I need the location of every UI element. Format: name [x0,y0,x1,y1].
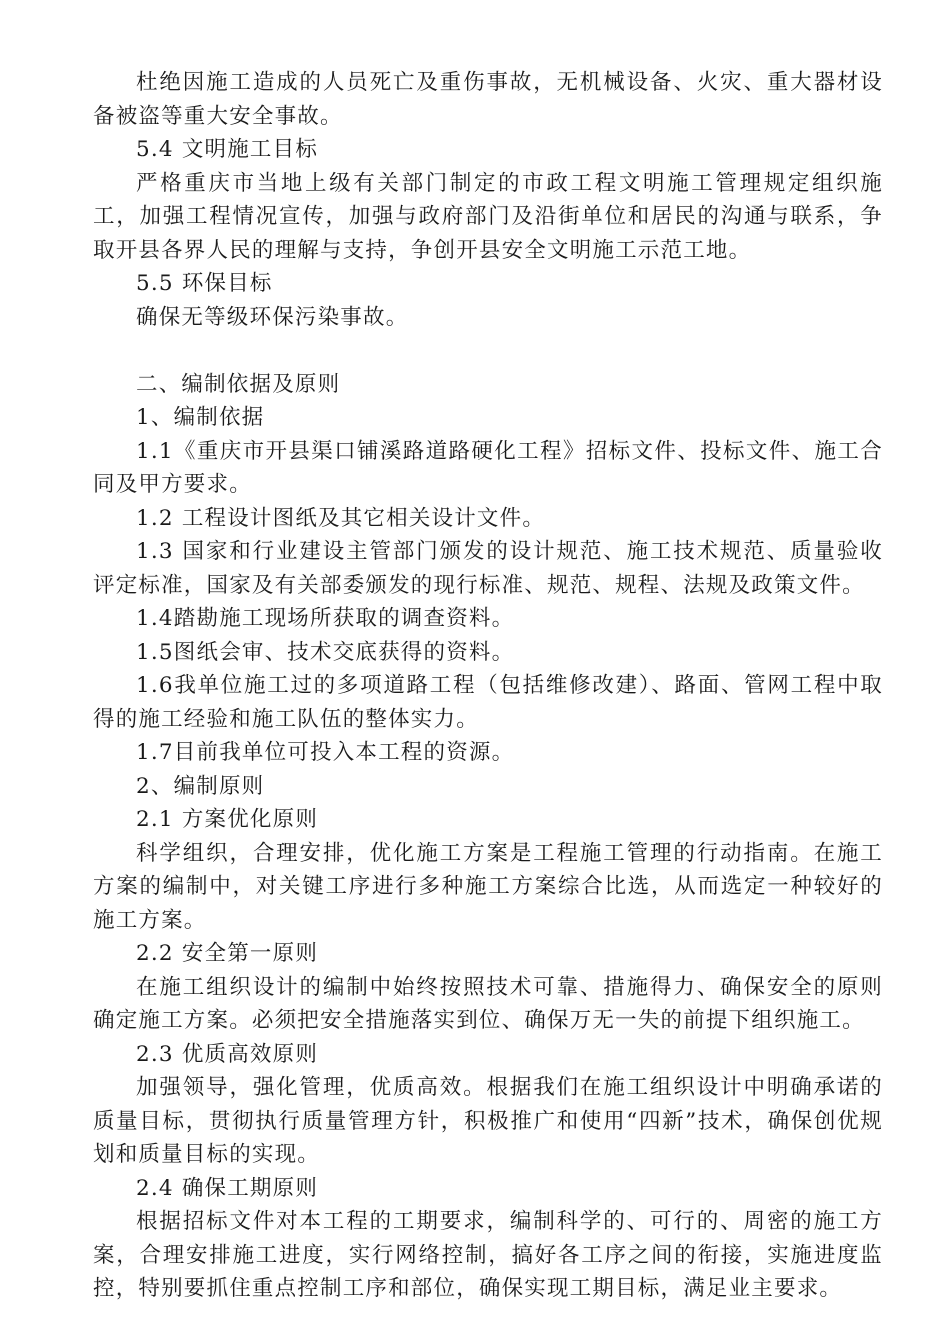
principle-paragraph-2-2: 在施工组织设计的编制中始终按照技术可靠、措施得力、确保安全的原则确定施工方案。必须把安全措施落实到位、确保万无一失的前提下组织施工。 [93,974,883,1033]
basis-item-1-2: 1.2 工程设计图纸及其它相关设计文件。 [136,505,546,531]
principle-paragraph-2-1: 科学组织，合理安排，优化施工方案是工程施工管理的行动指南。在施工方案的编制中，对关键工序进行多种施工方案综合比选，从而选定一种较好的施工方案。 [93,840,883,933]
principle-heading-2-4: 2.4 确保工期原则 [136,1175,319,1201]
basis-item-1-3: 1.3 国家和行业建设主管部门颁发的设计规范、施工技术规范、质量验收评定标准，国家及有关部委颁发的现行标准、规范、规程、法规及政策文件。 [93,539,883,598]
civilized-construction-paragraph: 严格重庆市当地上级有关部门制定的市政工程文明施工管理规定组织施工，加强工程情况宣传，加强与政府部门及沿街单位和居民的沟通与联系，争取开县各界人民的理解与支持，争创开县安全文明施工示范工地。 [93,170,883,263]
principle-heading-2-3: 2.3 优质高效原则 [136,1041,319,1067]
section-heading-5-5: 5.5 环保目标 [136,271,273,296]
safety-goal-paragraph: 杜绝因施工造成的人员死亡及重伤事故，无机械设备、火灾、重大器材设备被盗等重大安全事故。 [93,70,883,129]
section-heading-2: 2、编制原则 [136,773,265,799]
principle-heading-2-2: 2.2 安全第一原则 [136,941,319,966]
principle-paragraph-2-4: 根据招标文件对本工程的工期要求，编制科学的、可行的、周密的施工方案，合理安排施工进度，实行网络控制，搞好各工序之间的衔接，实施进度监控，特别要抓住重点控制工序和部位，确保实现工期目标，满足业主要求。 [93,1209,883,1301]
basis-item-1-5: 1.5图纸会审、技术交底获得的资料。 [136,639,515,665]
basis-item-1-4: 1.4踏勘施工现场所获取的调查资料。 [136,606,515,631]
principle-heading-2-1: 2.1 方案优化原则 [136,807,319,832]
basis-item-1-1: 1.1《重庆市开县渠口铺溪路道路硬化工程》招标文件、投标文件、施工合同及甲方要求。 [93,438,883,497]
section-heading-5-4: 5.4 文明施工目标 [136,137,319,162]
principle-paragraph-2-3: 加强领导，强化管理，优质高效。根据我们在施工组织设计中明确承诺的质量目标，贯彻执行质量管理方针，积极推广和使用“四新”技术，确保创优规划和质量目标的实现。 [93,1075,883,1167]
blank-line [93,334,883,368]
basis-item-1-7: 1.7目前我单位可投入本工程的资源。 [136,740,515,765]
chapter-heading-2: 二、编制依据及原则 [136,371,341,397]
basis-item-1-6: 1.6我单位施工过的多项道路工程（包括维修改建）、路面、管网工程中取得的施工经验和施工队伍的整体实力。 [93,673,883,732]
environmental-goal-paragraph: 确保无等级环保污染事故。 [136,304,409,330]
document-body [93,66,883,1306]
section-heading-1: 1、编制依据 [136,405,265,430]
